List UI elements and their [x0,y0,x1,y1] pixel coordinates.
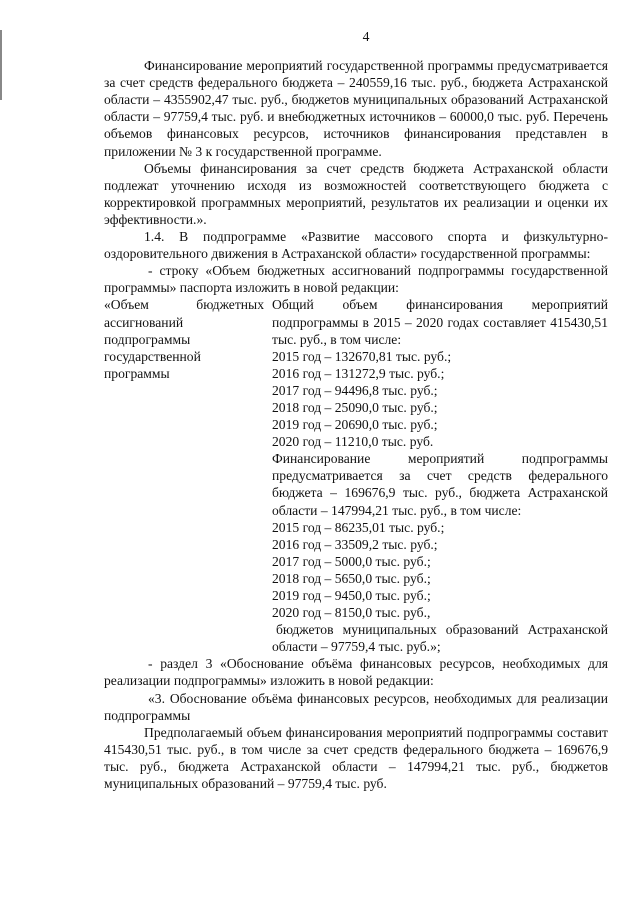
year-line: 2018 год – 5650,0 тыс. руб.; [272,570,431,586]
passport-municipal-text: бюджетов муниципальных образований Астраханской области – 97759,4 тыс. руб.»; [272,622,608,655]
passport-years-total [272,348,608,451]
year-line: 2020 год – 11210,0 тыс. руб. [272,434,434,450]
paragraph-funding-overview: Финансирование мероприятий государственной программы предусматривается за счет средств федерального бюджета – 240559,16 тыс. руб., бюджета Астраханской области – 4355902,47 тыс. руб., бюджетов муниципальных образований Астраханской области – 97759,4 тыс. руб. и внебюджетных источников – 60000,0 тыс. руб. Перечень объемов финансовых ресурсов, источников финансирования представлен в приложении № 3 к государственной программе. [104,58,608,159]
year-line: 2016 год – 131272,9 тыс. руб.; [272,365,445,381]
paragraph-funding-adjustment: Объемы финансирования за счет средств бюджета Астраханской области подлежат уточнению исходя из возможностей соответствующего бюджета с корректировкой программных мероприятий, результатов их реализации и оценки их эффективности.». [104,160,608,227]
year-line: 2019 год – 9450,0 тыс. руб.; [272,588,431,603]
passport-label: «Объем бюджетных ассигнований подпрограммы государственной программы [104,297,264,381]
document-page [104,28,608,792]
year-line: 2015 год – 132670,81 тыс. руб.; [272,348,452,364]
year-line: 2016 год – 33509,2 тыс. руб.; [272,536,438,552]
passport-years-regional [272,519,608,622]
passport-value [266,296,608,655]
year-line: 2018 год – 25090,0 тыс. руб.; [272,399,438,415]
passport-total-text: Общий объем финансирования мероприятий подпрограммы в 2015 – 2020 годах составляет 415430,51 тыс. руб., в том числе: [272,297,608,347]
year-line: 2017 год – 5000,0 тыс. руб.; [272,553,431,569]
passport-table [104,296,608,655]
section3-heading: «3. Обоснование объёма финансовых ресурсов, необходимых для реализации подпрограммы [104,690,608,723]
scan-edge-mark [0,30,2,100]
paragraph-passport-instruction: - строку «Объем бюджетных ассигнований подпрограммы государственной программы» паспорта изложить в новой редакции: [104,263,608,296]
passport-funding-text: Финансирование мероприятий подпрограммы предусматривается за счет средств федерального бюджета – 169676,9 тыс. руб., бюджета Астраханской области – 147994,21 тыс. руб., в том числе: [272,451,608,518]
year-line: 2020 год – 8150,0 тыс. руб., [272,605,431,621]
paragraph-subprogram-amendment: 1.4. В подпрограмме «Развитие массового спорта и физкультурно-оздоровительного движения в Астраханской области» государственной программы: [104,229,608,262]
year-line: 2015 год – 86235,01 тыс. руб.; [272,519,445,535]
year-line: 2017 год – 94496,8 тыс. руб.; [272,382,438,398]
section3-body: Предполагаемый объем финансирования мероприятий подпрограммы составит 415430,51 тыс. руб., в том числе за счет средств федерального бюджета – 169676,9 тыс. руб., бюджета Астраханской области – 147994,21 тыс. руб., бюджетов муниципальных образований – 97759,4 тыс. руб. [104,724,608,792]
year-line: 2019 год – 20690,0 тыс. руб.; [272,417,438,433]
paragraph-section3-instruction: - раздел 3 «Обоснование объёма финансовых ресурсов, необходимых для реализации подпрограммы» изложить в новой редакции: [104,656,608,689]
page-number: 4 [362,29,370,44]
